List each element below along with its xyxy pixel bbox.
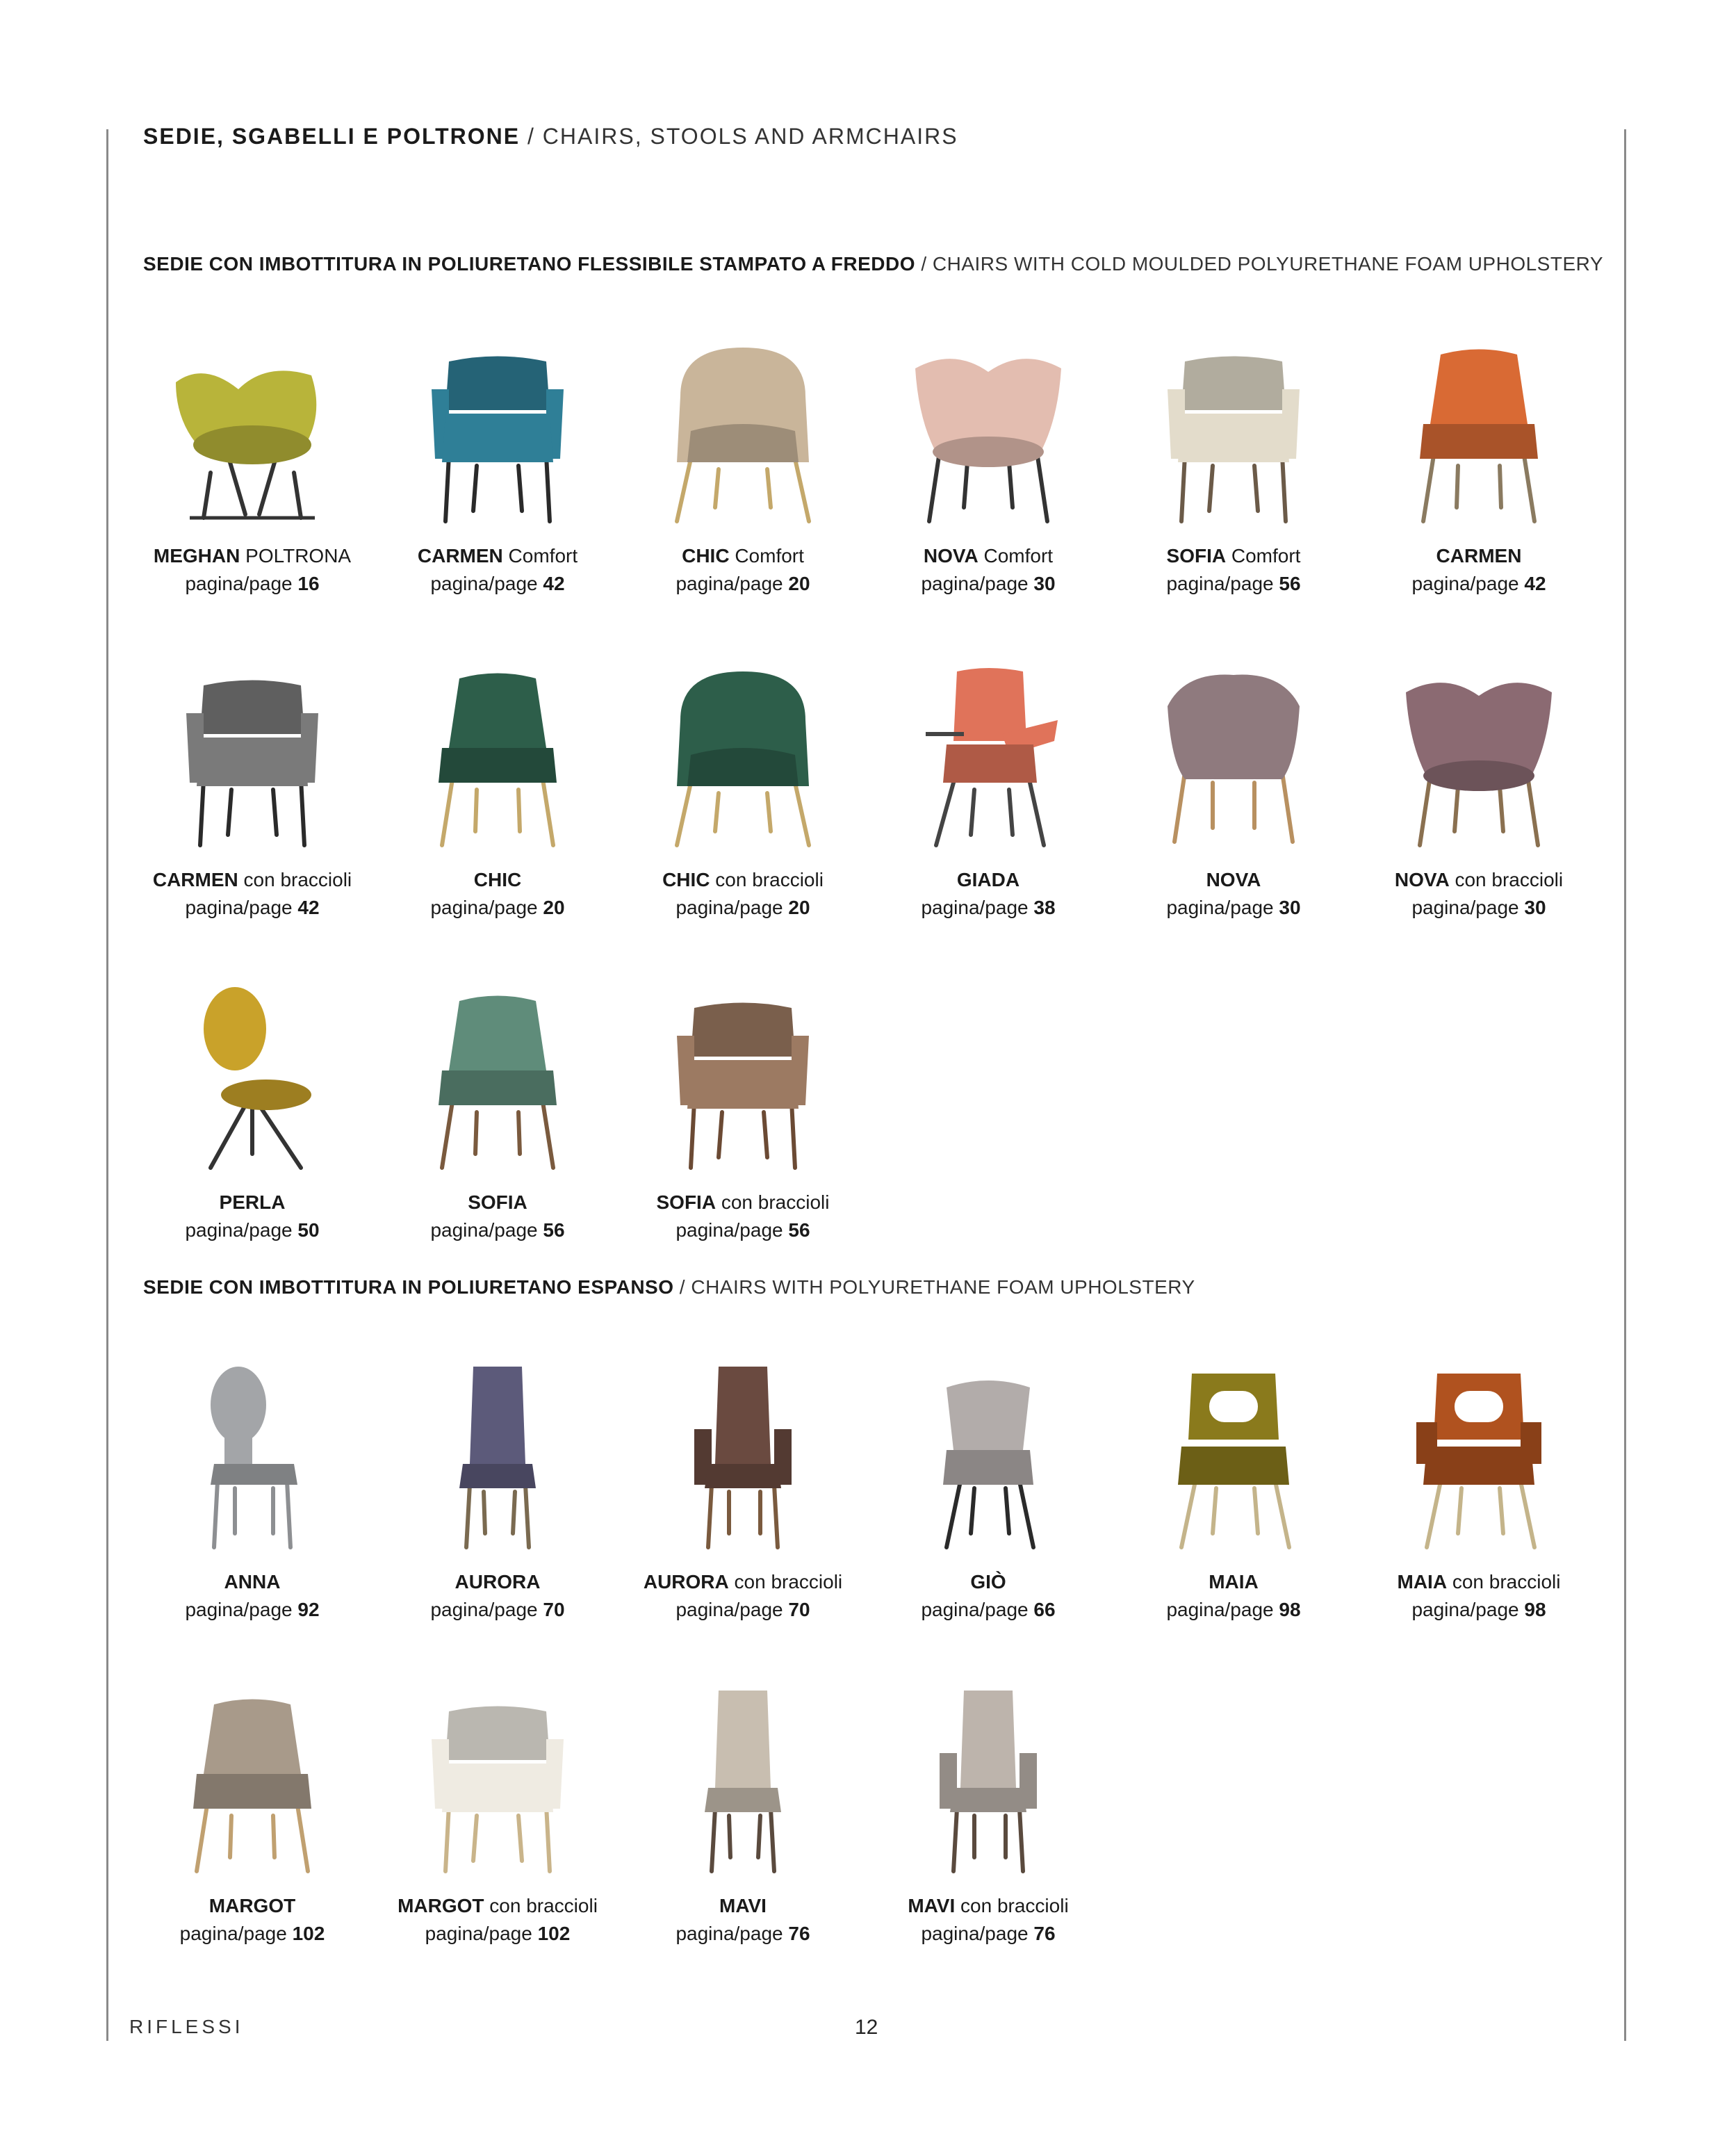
- page-label: pagina: [430, 573, 489, 594]
- product-card-chic[interactable]: [386, 651, 609, 922]
- product-title: [632, 542, 854, 570]
- page-reference: [386, 894, 609, 922]
- product-title: [141, 866, 363, 894]
- product-name: NOVA: [923, 545, 978, 567]
- product-card-carmen-con-braccioli[interactable]: [141, 651, 363, 922]
- chair-illustration: [653, 334, 833, 528]
- product-card-nova-con-braccioli[interactable]: [1368, 651, 1590, 922]
- product-name: PERLA: [219, 1191, 286, 1213]
- product-variant: Comfort: [1231, 545, 1301, 567]
- product-caption: [877, 866, 1099, 922]
- right-margin-rule: [1624, 129, 1626, 2041]
- chair-illustration: [162, 658, 343, 852]
- page-label: pagina: [1166, 897, 1225, 918]
- product-name: CARMEN: [1436, 545, 1522, 567]
- product-image: [1368, 1353, 1590, 1554]
- product-image: [877, 1677, 1099, 1878]
- page-number-ref: 56: [543, 1219, 565, 1241]
- chair-illustration: [1143, 658, 1324, 852]
- product-title: [386, 542, 609, 570]
- product-caption: [632, 542, 854, 598]
- page-reference: [386, 570, 609, 598]
- page-label: pagina: [921, 1599, 980, 1620]
- product-name: AURORA: [643, 1571, 729, 1593]
- product-name: CARMEN: [152, 869, 238, 890]
- page-label: pagina: [675, 1923, 735, 1944]
- section-title-light: / CHAIRS WITH POLYURETHANE FOAM UPHOLSTERY: [679, 1276, 1195, 1298]
- page-reference: [1368, 894, 1590, 922]
- page-reference: [386, 1920, 609, 1948]
- chair-illustration: [1143, 1360, 1324, 1554]
- product-image: [877, 327, 1099, 528]
- page-label: pagina: [185, 897, 244, 918]
- product-caption: [1122, 866, 1345, 922]
- page-reference: [141, 1596, 363, 1624]
- page-number-ref: 76: [1033, 1923, 1056, 1944]
- page-number: 12: [855, 2016, 878, 2039]
- chair-illustration: [1389, 334, 1569, 528]
- product-caption: [1122, 542, 1345, 598]
- product-caption: [386, 866, 609, 922]
- product-caption: [877, 1568, 1099, 1624]
- product-card-sofia-comfort[interactable]: [1122, 327, 1345, 598]
- product-card-maia[interactable]: [1122, 1353, 1345, 1624]
- page-label-en: /page: [734, 573, 783, 594]
- product-title: [632, 1892, 854, 1920]
- product-image: [141, 973, 363, 1175]
- product-title: [1368, 542, 1590, 570]
- product-variant: con braccioli: [1455, 869, 1564, 890]
- product-name: CARMEN: [417, 545, 503, 567]
- page-label: pagina: [1166, 1599, 1225, 1620]
- product-image: [386, 973, 609, 1175]
- product-image: [386, 327, 609, 528]
- page-label-en: /page: [1225, 1599, 1274, 1620]
- page-reference: [1368, 1596, 1590, 1624]
- chair-illustration: [653, 658, 833, 852]
- product-card-maia-con-braccioli[interactable]: [1368, 1353, 1590, 1624]
- chair-illustration: [1389, 658, 1569, 852]
- product-title: [1122, 1568, 1345, 1596]
- product-caption: [1122, 1568, 1345, 1624]
- page-header-subtitle: / CHAIRS, STOOLS AND ARMCHAIRS: [527, 124, 958, 149]
- product-image: [386, 1677, 609, 1878]
- page-label-en: /page: [734, 1599, 783, 1620]
- product-variant: con braccioli: [715, 869, 824, 890]
- product-image: [632, 973, 854, 1175]
- product-title: [141, 1189, 363, 1216]
- section-title-bold: SEDIE CON IMBOTTITURA IN POLIURETANO ESPANSO: [143, 1276, 674, 1298]
- product-name: GIADA: [956, 869, 1020, 890]
- product-image: [1122, 651, 1345, 852]
- page-reference: [1122, 894, 1345, 922]
- product-card-margot-con-braccioli[interactable]: [386, 1677, 609, 1948]
- page-reference: [1368, 570, 1590, 598]
- product-card-mavi-con-braccioli[interactable]: [877, 1677, 1099, 1948]
- page-label: pagina: [179, 1923, 238, 1944]
- page-label: pagina: [675, 1219, 735, 1241]
- page-reference: [141, 894, 363, 922]
- product-card-chic-comfort[interactable]: [632, 327, 854, 598]
- product-caption: [141, 1892, 363, 1948]
- chair-illustration: [407, 1684, 588, 1878]
- product-card-aurora[interactable]: [386, 1353, 609, 1624]
- product-variant: POLTRONA: [245, 545, 352, 567]
- product-title: [1368, 866, 1590, 894]
- product-card-giada[interactable]: [877, 651, 1099, 922]
- product-name: GIÒ: [970, 1571, 1006, 1593]
- product-variant: Comfort: [983, 545, 1054, 567]
- page-label-en: /page: [979, 573, 1029, 594]
- product-card-aurora-con-braccioli[interactable]: [632, 1353, 854, 1624]
- product-card-gi[interactable]: [877, 1353, 1099, 1624]
- chair-illustration: [898, 1360, 1079, 1554]
- product-title: [877, 866, 1099, 894]
- product-image: [141, 1353, 363, 1554]
- page-label-en: /page: [979, 897, 1029, 918]
- product-caption: [386, 1189, 609, 1244]
- page-reference: [632, 1216, 854, 1244]
- product-caption: [386, 542, 609, 598]
- product-card-nova-comfort[interactable]: [877, 327, 1099, 598]
- product-image: [632, 327, 854, 528]
- page-label-en: /page: [489, 573, 538, 594]
- page-label-en: /page: [1225, 573, 1274, 594]
- chair-illustration: [407, 658, 588, 852]
- product-title: [1122, 866, 1345, 894]
- product-card-sofia[interactable]: [386, 973, 609, 1244]
- page-label-en: /page: [734, 1219, 783, 1241]
- chair-illustration: [407, 334, 588, 528]
- section-title-cold-moulded: [143, 253, 1603, 275]
- product-variant: Comfort: [508, 545, 578, 567]
- page-number-ref: 30: [1033, 573, 1056, 594]
- product-name: MARGOT: [208, 1895, 296, 1916]
- product-caption: [386, 1892, 609, 1948]
- page-reference: [1122, 570, 1345, 598]
- product-name: CHIC: [662, 869, 710, 890]
- product-card-meghan-poltrona[interactable]: [141, 327, 363, 598]
- page-label: pagina: [921, 897, 980, 918]
- product-caption: [632, 1568, 854, 1624]
- product-title: [386, 866, 609, 894]
- product-caption: [632, 1892, 854, 1948]
- product-title: [1122, 542, 1345, 570]
- page-label-en: /page: [979, 1599, 1029, 1620]
- page-number-ref: 98: [1279, 1599, 1301, 1620]
- chair-illustration: [898, 1684, 1079, 1878]
- page-label: pagina: [675, 573, 735, 594]
- page-number-ref: 92: [297, 1599, 320, 1620]
- page-number-ref: 102: [292, 1923, 325, 1944]
- product-variant: con braccioli: [721, 1191, 830, 1213]
- page-label-en: /page: [734, 897, 783, 918]
- product-card-nova[interactable]: [1122, 651, 1345, 922]
- page-number-ref: 98: [1524, 1599, 1546, 1620]
- page-number-ref: 30: [1524, 897, 1546, 918]
- chair-illustration: [898, 658, 1079, 852]
- page-reference: [877, 1920, 1099, 1948]
- product-image: [632, 1677, 854, 1878]
- product-name: MAIA: [1209, 1571, 1259, 1593]
- product-image: [141, 1677, 363, 1878]
- page-reference: [877, 570, 1099, 598]
- product-name: CHIC: [473, 869, 522, 890]
- product-card-chic-con-braccioli[interactable]: [632, 651, 854, 922]
- page-label-en: /page: [483, 1923, 532, 1944]
- chair-illustration: [162, 1684, 343, 1878]
- page-number-ref: 38: [1033, 897, 1056, 918]
- page-reference: [632, 894, 854, 922]
- product-title: [877, 1568, 1099, 1596]
- page-reference: [386, 1216, 609, 1244]
- page-reference: [141, 570, 363, 598]
- product-name: SOFIA: [656, 1191, 716, 1213]
- page-number-ref: 70: [543, 1599, 565, 1620]
- chair-illustration: [162, 1360, 343, 1554]
- product-image: [386, 651, 609, 852]
- page-label-en: /page: [1470, 573, 1519, 594]
- product-variant: con braccioli: [1452, 1571, 1561, 1593]
- page-number-ref: 70: [788, 1599, 810, 1620]
- product-title: [632, 1568, 854, 1596]
- page-reference: [1122, 1596, 1345, 1624]
- page-reference: [141, 1920, 363, 1948]
- product-image: [1122, 1353, 1345, 1554]
- page-number-ref: 20: [788, 897, 810, 918]
- product-caption: [141, 1189, 363, 1244]
- page-label-en: /page: [979, 1923, 1029, 1944]
- page-label-en: /page: [1225, 897, 1274, 918]
- chair-illustration: [898, 334, 1079, 528]
- page-number-ref: 30: [1279, 897, 1301, 918]
- footer-brand: RIFLESSI: [129, 2016, 244, 2037]
- page-number-ref: 66: [1033, 1599, 1056, 1620]
- page-label-en: /page: [243, 897, 293, 918]
- product-title: [386, 1189, 609, 1216]
- product-card-anna[interactable]: [141, 1353, 363, 1624]
- product-image: [141, 651, 363, 852]
- section-title-bold: SEDIE CON IMBOTTITURA IN POLIURETANO FLESSIBILE STAMPATO A FREDDO: [143, 253, 916, 275]
- chair-illustration: [653, 980, 833, 1175]
- product-caption: [141, 542, 363, 598]
- product-variant: con braccioli: [489, 1895, 598, 1916]
- product-name: MEGHAN: [153, 545, 240, 567]
- product-title: [141, 1568, 363, 1596]
- product-caption: [141, 1568, 363, 1624]
- page-number-ref: 42: [543, 573, 565, 594]
- page-label: pagina: [921, 1923, 980, 1944]
- product-image: [632, 1353, 854, 1554]
- product-title: [141, 1892, 363, 1920]
- page-number-ref: 56: [1279, 573, 1301, 594]
- product-title: [1368, 1568, 1590, 1596]
- page-label-en: /page: [734, 1923, 783, 1944]
- page-label-en: /page: [238, 1923, 287, 1944]
- page-reference: [141, 1216, 363, 1244]
- product-name: NOVA: [1206, 869, 1261, 890]
- chair-illustration: [653, 1360, 833, 1554]
- page-label: pagina: [430, 897, 489, 918]
- product-name: MARGOT: [398, 1895, 484, 1916]
- page-number-ref: 76: [788, 1923, 810, 1944]
- page-label-en: /page: [489, 1219, 538, 1241]
- product-caption: [1368, 542, 1590, 598]
- chair-illustration: [1389, 1360, 1569, 1554]
- product-title: [141, 542, 363, 570]
- product-variant: Comfort: [735, 545, 804, 567]
- product-caption: [141, 866, 363, 922]
- product-card-carmen-comfort[interactable]: [386, 327, 609, 598]
- page-label: pagina: [921, 573, 980, 594]
- page-label: pagina: [675, 1599, 735, 1620]
- chair-illustration: [407, 980, 588, 1175]
- page-number-ref: 42: [1524, 573, 1546, 594]
- page-reference: [632, 1596, 854, 1624]
- product-variant: con braccioli: [960, 1895, 1069, 1916]
- page-label: pagina: [1166, 573, 1225, 594]
- product-caption: [877, 542, 1099, 598]
- page-label: pagina: [185, 573, 244, 594]
- product-title: [877, 1892, 1099, 1920]
- section-title-polyurethane: [143, 1276, 1195, 1298]
- product-caption: [632, 866, 854, 922]
- page-number-ref: 42: [297, 897, 320, 918]
- product-title: [632, 1189, 854, 1216]
- page-label: pagina: [185, 1599, 244, 1620]
- product-name: SOFIA: [468, 1191, 527, 1213]
- page-reference: [632, 1920, 854, 1948]
- product-caption: [1368, 1568, 1590, 1624]
- product-name: CHIC: [682, 545, 730, 567]
- page-label: pagina: [1411, 573, 1471, 594]
- chair-illustration: [407, 1360, 588, 1554]
- product-image: [632, 651, 854, 852]
- page-reference: [632, 570, 854, 598]
- product-title: [386, 1568, 609, 1596]
- page-number-ref: 102: [537, 1923, 571, 1944]
- page-label-en: /page: [1470, 897, 1519, 918]
- product-image: [386, 1353, 609, 1554]
- page-number-ref: 16: [297, 573, 320, 594]
- chair-illustration: [1143, 334, 1324, 528]
- product-variant: con braccioli: [243, 869, 352, 890]
- page-label: pagina: [1411, 1599, 1471, 1620]
- page-label: pagina: [1411, 897, 1471, 918]
- product-title: [386, 1892, 609, 1920]
- chair-illustration: [162, 980, 343, 1175]
- product-image: [141, 327, 363, 528]
- product-card-carmen[interactable]: [1368, 327, 1590, 598]
- product-caption: [877, 1892, 1099, 1948]
- section-title-light: / CHAIRS WITH COLD MOULDED POLYURETHANE FOAM UPHOLSTERY: [921, 253, 1604, 275]
- product-image: [877, 651, 1099, 852]
- page-label-en: /page: [243, 573, 293, 594]
- product-caption: [1368, 866, 1590, 922]
- product-image: [1368, 651, 1590, 852]
- product-name: ANNA: [224, 1571, 281, 1593]
- chair-illustration: [162, 334, 343, 528]
- product-name: MAVI: [719, 1895, 767, 1916]
- page-label: pagina: [430, 1219, 489, 1241]
- page-header: [143, 124, 958, 149]
- page-label: pagina: [675, 897, 735, 918]
- page-label: pagina: [185, 1219, 244, 1241]
- product-name: NOVA: [1394, 869, 1450, 890]
- product-name: AURORA: [455, 1571, 541, 1593]
- page-label-en: /page: [489, 897, 538, 918]
- product-caption: [632, 1189, 854, 1244]
- page-label-en: /page: [243, 1599, 293, 1620]
- page-label: pagina: [425, 1923, 484, 1944]
- product-caption: [386, 1568, 609, 1624]
- product-title: [632, 866, 854, 894]
- page-number-ref: 56: [788, 1219, 810, 1241]
- product-card-mavi[interactable]: [632, 1677, 854, 1948]
- page-number-ref: 50: [297, 1219, 320, 1241]
- left-margin-rule: [106, 129, 108, 2041]
- page-reference: [877, 1596, 1099, 1624]
- page-header-title: SEDIE, SGABELLI E POLTRONE: [143, 124, 521, 149]
- page-reference: [386, 1596, 609, 1624]
- page-label-en: /page: [243, 1219, 293, 1241]
- product-image: [877, 1353, 1099, 1554]
- page-label-en: /page: [1470, 1599, 1519, 1620]
- product-card-perla[interactable]: [141, 973, 363, 1244]
- product-card-margot[interactable]: [141, 1677, 363, 1948]
- page-reference: [877, 894, 1099, 922]
- product-name: MAIA: [1397, 1571, 1448, 1593]
- page-number-ref: 20: [788, 573, 810, 594]
- page-number-ref: 20: [543, 897, 565, 918]
- product-title: [877, 542, 1099, 570]
- product-name: SOFIA: [1166, 545, 1227, 567]
- product-variant: con braccioli: [734, 1571, 843, 1593]
- product-image: [1122, 327, 1345, 528]
- product-name: MAVI: [908, 1895, 956, 1916]
- product-card-sofia-con-braccioli[interactable]: [632, 973, 854, 1244]
- chair-illustration: [653, 1684, 833, 1878]
- page-label: pagina: [430, 1599, 489, 1620]
- page-label-en: /page: [489, 1599, 538, 1620]
- product-image: [1368, 327, 1590, 528]
